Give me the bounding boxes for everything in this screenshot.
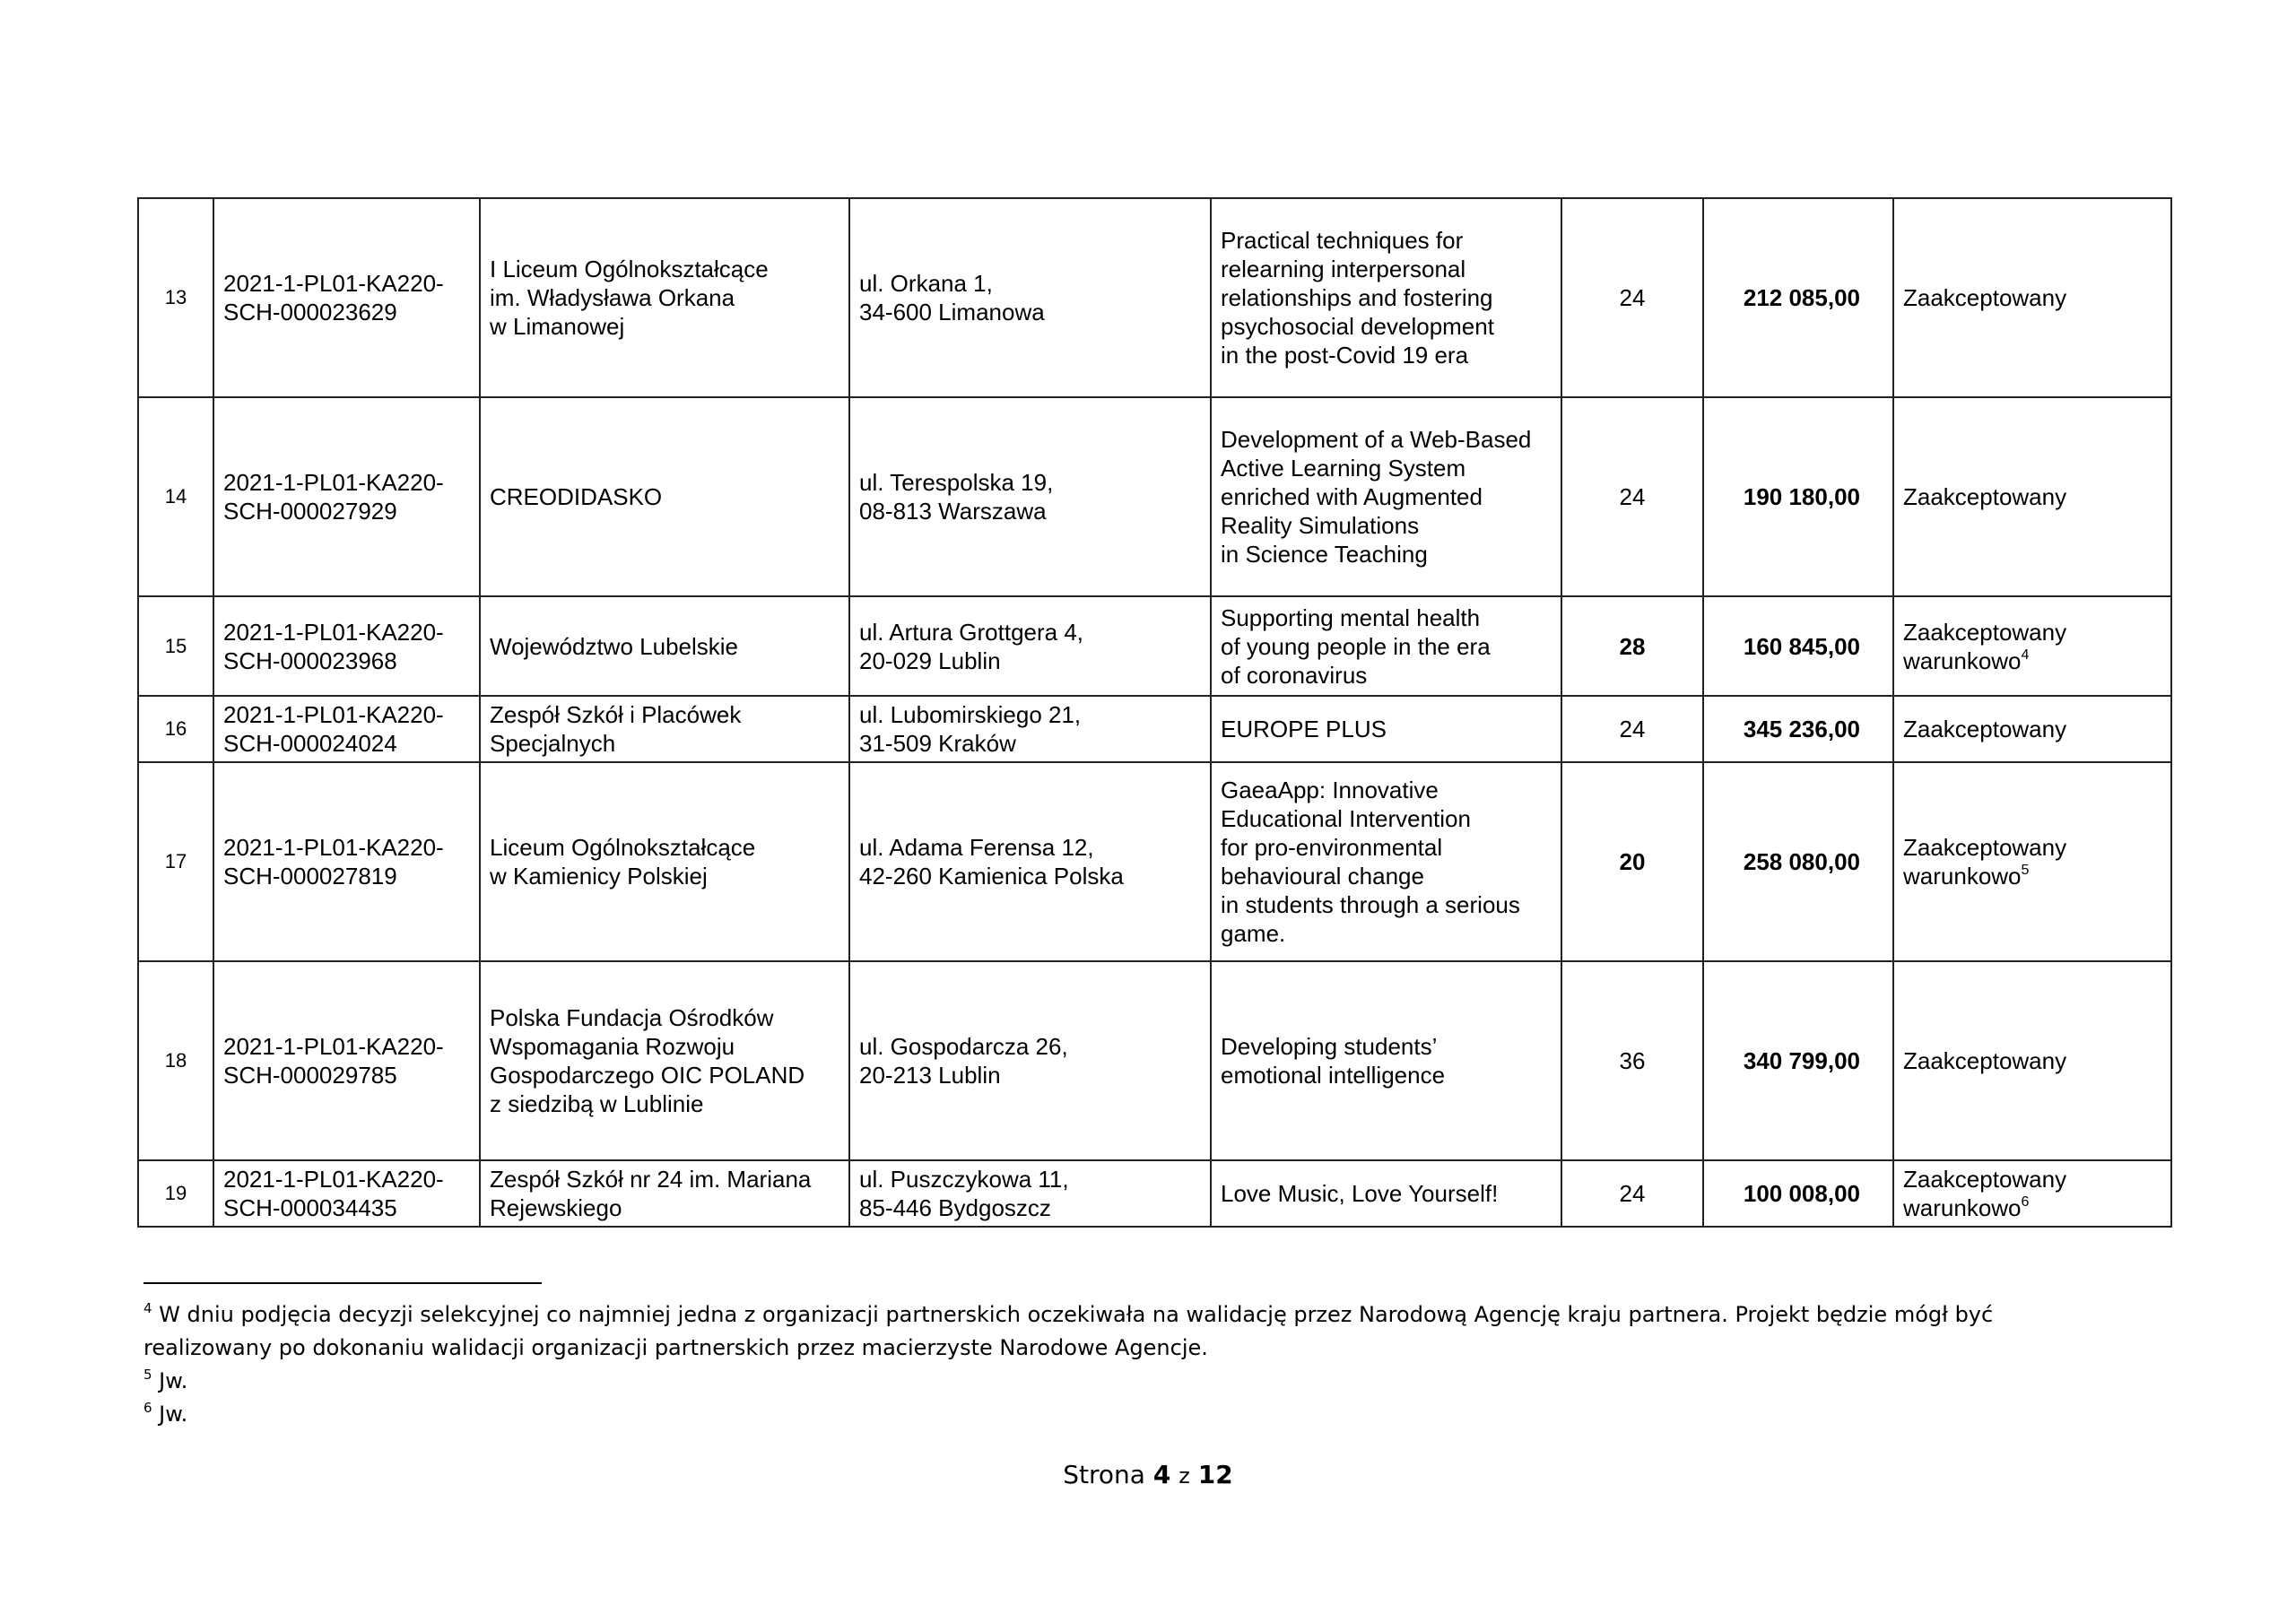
row-number bbox=[138, 198, 213, 397]
duration-cell bbox=[1561, 596, 1703, 696]
status-cell bbox=[1893, 762, 2171, 961]
project-id-cell-text: 2021-1-PL01-KA220- SCH-000034435 bbox=[223, 1166, 444, 1221]
status-cell-text: Zaakceptowany warunkowo bbox=[1903, 834, 2067, 890]
duration-cell-text: 28 bbox=[1619, 632, 1646, 660]
row-number bbox=[138, 961, 213, 1160]
amount-cell bbox=[1703, 397, 1893, 596]
duration-cell bbox=[1561, 961, 1703, 1160]
status-cell-text: Zaakceptowany bbox=[1903, 716, 2067, 742]
page-of-word: z bbox=[1178, 1463, 1190, 1488]
status-cell-text: Zaakceptowany bbox=[1903, 1047, 2067, 1074]
address-cell-text: ul. Terespolska 19, 08-813 Warszawa bbox=[859, 469, 1054, 525]
organization-cell bbox=[480, 198, 849, 397]
row-number bbox=[138, 397, 213, 596]
amount-cell-text: 212 085,00 bbox=[1743, 284, 1860, 311]
address-cell-text: ul. Orkana 1, 34-600 Limanowa bbox=[859, 270, 1045, 325]
project-title-cell bbox=[1211, 198, 1561, 397]
address-cell-text: ul. Artura Grottgera 4, 20-029 Lublin bbox=[859, 618, 1084, 674]
status-cell-text: Zaakceptowany warunkowo bbox=[1903, 1166, 2067, 1221]
amount-cell-text: 190 180,00 bbox=[1743, 483, 1860, 510]
row-number-text: 19 bbox=[164, 1182, 187, 1204]
row-number bbox=[138, 1160, 213, 1227]
duration-cell bbox=[1561, 397, 1703, 596]
organization-cell bbox=[480, 762, 849, 961]
status-cell-text: Zaakceptowany warunkowo bbox=[1903, 618, 2067, 674]
footnote-ref[interactable]: 6 bbox=[2021, 1194, 2030, 1210]
table-row bbox=[138, 961, 2171, 1160]
duration-cell bbox=[1561, 762, 1703, 961]
address-cell-text: ul. Puszczykowa 11, 85-446 Bydgoszcz bbox=[859, 1166, 1069, 1221]
project-id-cell-text: 2021-1-PL01-KA220- SCH-000027929 bbox=[223, 469, 444, 525]
status-wrap bbox=[1903, 618, 2161, 675]
status-cell bbox=[1893, 397, 2171, 596]
project-title-cell bbox=[1211, 596, 1561, 696]
page-current: 4 bbox=[1152, 1460, 1171, 1489]
amount-cell bbox=[1703, 198, 1893, 397]
organization-cell-text: Polska Fundacja Ośrodków Wspomagania Rozwoju Gospodarczego OIC POLAND z siedzibą w Lublinie bbox=[490, 1004, 805, 1117]
page-word: Strona bbox=[1063, 1460, 1145, 1489]
organization-cell bbox=[480, 696, 849, 762]
duration-cell-text: 24 bbox=[1619, 483, 1646, 510]
table-body bbox=[138, 198, 2171, 1227]
status-cell bbox=[1893, 1160, 2171, 1227]
table-row bbox=[138, 198, 2171, 397]
amount-cell-text: 345 236,00 bbox=[1743, 716, 1860, 742]
status-wrap bbox=[1903, 833, 2161, 890]
address-cell bbox=[849, 1160, 1211, 1227]
amount-cell bbox=[1703, 1160, 1893, 1227]
row-number bbox=[138, 696, 213, 762]
table-row bbox=[138, 696, 2171, 762]
footnote-mark: 6 bbox=[144, 1400, 152, 1416]
footnote-separator bbox=[144, 1282, 542, 1284]
project-title-cell-text: Love Music, Love Yourself! bbox=[1221, 1180, 1499, 1207]
amount-cell-text: 100 008,00 bbox=[1743, 1180, 1860, 1207]
table-row bbox=[138, 762, 2171, 961]
organization-cell bbox=[480, 1160, 849, 1227]
project-id-cell bbox=[213, 762, 480, 961]
row-number-text: 15 bbox=[164, 634, 187, 657]
footnote-5 bbox=[144, 1365, 2117, 1398]
amount-cell-text: 340 799,00 bbox=[1743, 1047, 1860, 1074]
project-id-cell bbox=[213, 596, 480, 696]
project-title-cell bbox=[1211, 961, 1561, 1160]
amount-cell bbox=[1703, 696, 1893, 762]
footnote-text: Jw. bbox=[152, 1368, 188, 1393]
row-number-text: 13 bbox=[164, 286, 187, 308]
amount-cell bbox=[1703, 961, 1893, 1160]
organization-cell bbox=[480, 961, 849, 1160]
project-title-cell-text: Developing students’ emotional intelligence bbox=[1221, 1033, 1446, 1089]
status-cell-text: Zaakceptowany bbox=[1903, 284, 2067, 311]
amount-cell-text: 258 080,00 bbox=[1743, 848, 1860, 875]
status-cell bbox=[1893, 696, 2171, 762]
row-number-text: 16 bbox=[164, 717, 187, 740]
address-cell bbox=[849, 762, 1211, 961]
organization-cell bbox=[480, 397, 849, 596]
project-id-cell-text: 2021-1-PL01-KA220- SCH-000024024 bbox=[223, 701, 444, 757]
status-cell bbox=[1893, 198, 2171, 397]
amount-cell bbox=[1703, 596, 1893, 696]
address-cell bbox=[849, 198, 1211, 397]
page-total: 12 bbox=[1197, 1460, 1233, 1489]
address-cell-text: ul. Gospodarcza 26, 20-213 Lublin bbox=[859, 1033, 1068, 1089]
duration-cell bbox=[1561, 198, 1703, 397]
page-number bbox=[0, 1460, 2296, 1489]
project-title-cell-text: Development of a Web-Based Active Learning System enriched with Augmented Reality Simulations in Science Teaching bbox=[1221, 426, 1532, 568]
project-title-cell-text: Supporting mental health of young people in the era of coronavirus bbox=[1221, 603, 1491, 689]
project-title-cell bbox=[1211, 762, 1561, 961]
project-id-cell bbox=[213, 397, 480, 596]
address-cell-text: ul. Lubomirskiego 21, 31-509 Kraków bbox=[859, 701, 1082, 757]
footnote-ref[interactable]: 5 bbox=[2021, 863, 2030, 878]
project-title-cell bbox=[1211, 1160, 1561, 1227]
footnote-mark: 4 bbox=[144, 1300, 152, 1316]
organization-cell-text: CREODIDASKO bbox=[490, 483, 663, 510]
address-cell bbox=[849, 596, 1211, 696]
organization-cell-text: I Liceum Ogólnokształcące im. Władysława Orkana w Limanowej bbox=[490, 256, 769, 340]
project-id-cell-text: 2021-1-PL01-KA220- SCH-000027819 bbox=[223, 834, 444, 890]
address-cell bbox=[849, 961, 1211, 1160]
footnote-ref[interactable]: 4 bbox=[2021, 647, 2030, 663]
status-cell bbox=[1893, 961, 2171, 1160]
address-cell-text: ul. Adama Ferensa 12, 42-260 Kamienica Polska bbox=[859, 834, 1124, 890]
organization-cell bbox=[480, 596, 849, 696]
project-title-cell-text: GaeaApp: Innovative Educational Intervention for pro-environmental behavioural change in students through a serious game. bbox=[1221, 777, 1520, 947]
duration-cell bbox=[1561, 1160, 1703, 1227]
status-cell-text: Zaakceptowany bbox=[1903, 483, 2067, 510]
project-id-cell-text: 2021-1-PL01-KA220- SCH-000023968 bbox=[223, 618, 444, 674]
organization-cell-text: Województwo Lubelskie bbox=[490, 632, 738, 660]
row-number-text: 18 bbox=[164, 1049, 187, 1072]
footnote-4 bbox=[144, 1298, 2117, 1365]
table-row bbox=[138, 596, 2171, 696]
status-cell bbox=[1893, 596, 2171, 696]
project-id-cell bbox=[213, 198, 480, 397]
row-number-text: 14 bbox=[164, 485, 187, 508]
table-row bbox=[138, 397, 2171, 596]
project-id-cell bbox=[213, 961, 480, 1160]
project-title-cell-text: EUROPE PLUS bbox=[1221, 716, 1387, 742]
row-number bbox=[138, 596, 213, 696]
address-cell bbox=[849, 696, 1211, 762]
duration-cell-text: 24 bbox=[1619, 716, 1646, 742]
duration-cell-text: 20 bbox=[1619, 848, 1646, 875]
footnote-6 bbox=[144, 1398, 2117, 1431]
footnote-text: Jw. bbox=[152, 1402, 188, 1427]
status-wrap bbox=[1903, 1165, 2161, 1222]
organization-cell-text: Liceum Ogólnokształcące w Kamienicy Polskiej bbox=[490, 834, 756, 890]
organization-cell-text: Zespół Szkół i Placówek Specjalnych bbox=[490, 701, 742, 757]
address-cell bbox=[849, 397, 1211, 596]
project-id-cell-text: 2021-1-PL01-KA220- SCH-000023629 bbox=[223, 270, 444, 325]
project-title-cell bbox=[1211, 696, 1561, 762]
amount-cell-text: 160 845,00 bbox=[1743, 632, 1860, 660]
footnote-text: W dniu podjęcia decyzji selekcyjnej co najmniej jedna z organizacji partnerskich oczekiwała na walidację przez Narodową Agencję kraju partnera. Projekt będzie mógł być realizowany po dokonaniu walidacji organizacji partnerskich przez macierzyste Narodowe Agencje. bbox=[144, 1302, 1994, 1360]
project-title-cell bbox=[1211, 397, 1561, 596]
footnotes bbox=[144, 1298, 2117, 1431]
duration-cell-text: 24 bbox=[1619, 1180, 1646, 1207]
footnote-mark: 5 bbox=[144, 1367, 152, 1383]
project-id-cell bbox=[213, 1160, 480, 1227]
projects-table bbox=[137, 197, 2172, 1228]
project-id-cell-text: 2021-1-PL01-KA220- SCH-000029785 bbox=[223, 1033, 444, 1089]
amount-cell bbox=[1703, 762, 1893, 961]
duration-cell bbox=[1561, 696, 1703, 762]
row-number bbox=[138, 762, 213, 961]
row-number-text: 17 bbox=[164, 850, 187, 872]
project-title-cell-text: Practical techniques for relearning interpersonal relationships and fostering psychosocial development in the post-Covid 19 era bbox=[1221, 227, 1494, 369]
duration-cell-text: 24 bbox=[1619, 284, 1646, 311]
project-id-cell bbox=[213, 696, 480, 762]
organization-cell-text: Zespół Szkół nr 24 im. Mariana Rejewskiego bbox=[490, 1166, 812, 1221]
duration-cell-text: 36 bbox=[1619, 1047, 1646, 1074]
table-row bbox=[138, 1160, 2171, 1227]
